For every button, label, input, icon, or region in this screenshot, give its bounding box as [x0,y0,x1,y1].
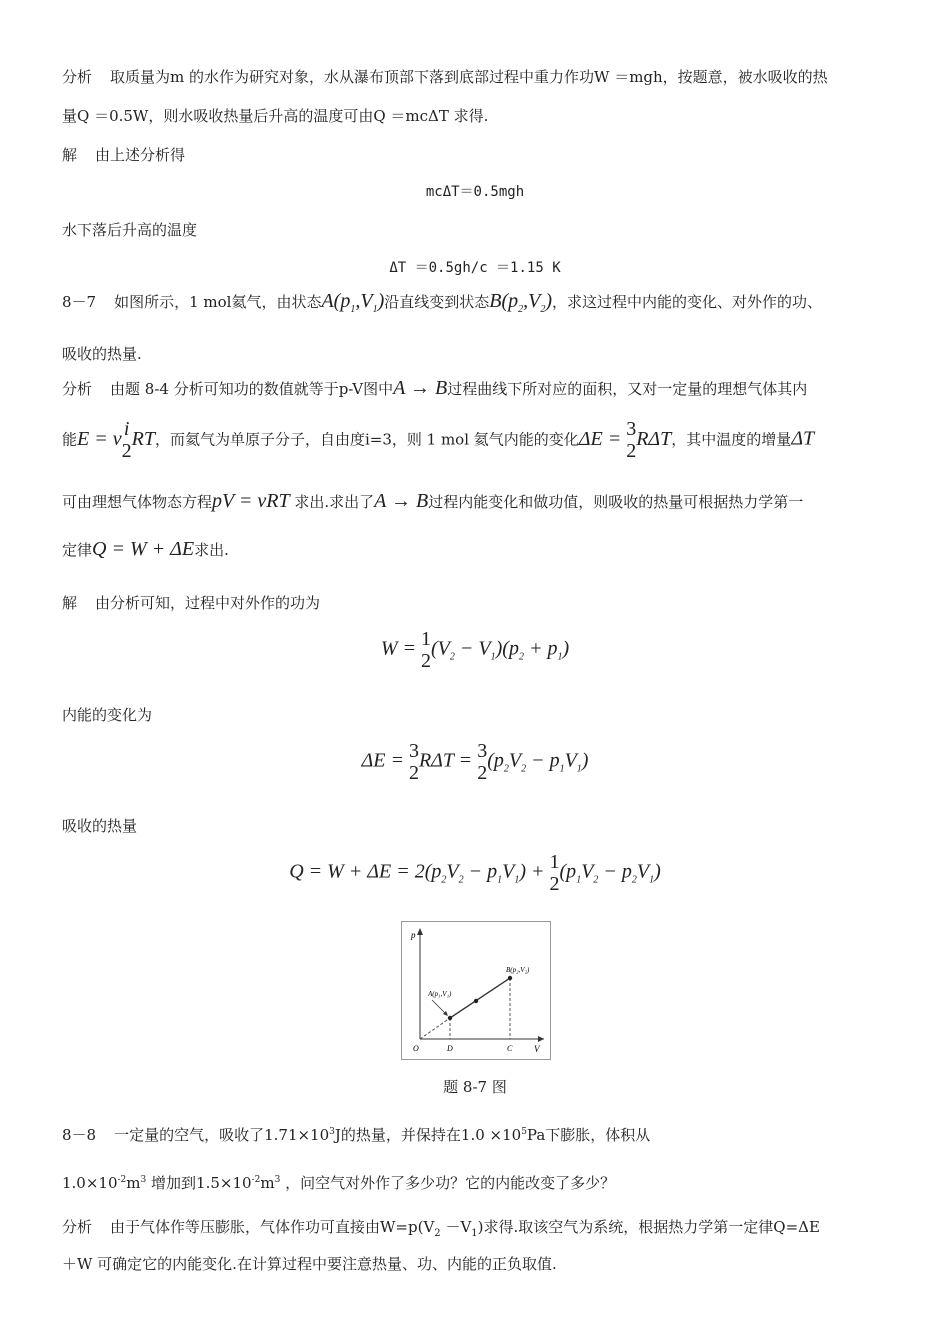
exponent: 3 [329,1127,335,1137]
analysis-label: 分析 [62,1218,93,1236]
internal-energy-formula: E = ν i 2 RT [77,418,155,462]
analysis-8-7-line-3 [62,490,803,513]
delta-e-formula: ΔE = 3 2 RΔT [578,418,672,462]
p-axis-arrow-icon [417,928,423,935]
analysis-8-7-line-4 [62,538,229,561]
exponent: -2 [117,1175,127,1185]
analysis-text-i: 定律 [62,541,93,559]
analysis-8-7-line-1 [62,377,807,400]
problem-8-8-line-1 [62,1124,650,1145]
analysis-8-7-line-2 [62,418,814,462]
unit-m: m [260,1174,275,1192]
a-to-b-math: A → B [393,377,448,399]
point-b-label: B(p₂,V₂) [506,966,530,974]
problem-text-a: 一定量的空气，吸收了1.71×10 [114,1126,330,1144]
equation-heat-balance: mcΔT＝0.5mgh [425,184,525,200]
heat-label: 吸收的热量 [62,817,138,835]
equation-temp-rise: ΔT ＝0.5gh/c ＝1.15 K [389,260,561,276]
analysis-8-8-line-2: ＋W 可确定它的内能变化.在计算过程中要注意热量、功、内能的正负取值. [62,1255,557,1273]
solution-line [62,144,185,165]
analysis-text-c: )求得.取该空气为系统，根据热力学第一定律Q=ΔE [477,1218,820,1236]
tick-c-label: C [507,1044,513,1053]
analysis-text-b: －V [440,1218,472,1236]
tick-d-label: D [447,1044,453,1053]
analysis-text-a: 由于气体作等压膨胀，气体作功可直接由W=p(V [110,1218,435,1236]
process-line [450,978,510,1018]
work-equation: W = 1 2 $(V_2 - V_1)(p_2 + p_1)$ [380,628,570,672]
energy-change-label: 内能的变化为 [62,706,153,724]
problem-text-c: ，求这过程中内能的变化、对外作的功、 [552,293,823,311]
analysis-text-a: 由题 8-4 分析可知功的数值就等于p-V图中 [110,380,394,398]
figure-caption: 题 8-7 图 [443,1078,507,1096]
problem-text-b: 沿直线变到状态 [384,293,490,311]
problem-8-8-line-2 [62,1172,615,1193]
solution-label: 解 [62,146,78,164]
state-b-math: $B(p_2,V_2)$ [489,290,553,315]
exponent: 5 [521,1127,527,1137]
extension-line [420,1018,450,1039]
problem-number: 8－8 [62,1126,97,1144]
point-a-marker [448,1016,452,1020]
exponent: -2 [251,1175,261,1185]
analysis-label: 分析 [62,380,93,398]
problem-text-d: 1.0×10 [62,1174,118,1192]
problem-text-c: Pa下膨胀，体积从 [526,1126,651,1144]
problem-8-7-line-1 [62,290,822,315]
analysis-label: 分析 [62,68,93,86]
origin-label: O [413,1044,419,1053]
analysis-8-8-line-1 [62,1216,820,1239]
analysis-text-j: 求出. [194,541,229,559]
problem-number: 8－7 [62,293,97,311]
problem-text-b: J的热量，并保持在1.0 ×10 [334,1126,522,1144]
problem-text-a: 如图所示，1 mol氦气，由状态 [114,293,322,311]
analysis-text-h: 过程内能变化和做功值，则吸收的热量可根据热力学第一 [428,493,804,511]
v-axis-arrow-icon [538,1036,544,1042]
heat-equation: $Q = W + \Delta E = 2(p_2V_2 - p_1V_1)$ + 1 2 $(p_1V_2 - p_2V_1)$ [289,851,661,895]
solution-label: 解 [62,594,78,612]
pv-diagram-svg [402,922,550,1059]
energy-change-equation: ΔE = 3 2 RΔT = 3 2 $(p_2V_2 - p_1V_1)$ [361,740,589,784]
pv-diagram [401,921,551,1060]
analysis-line-1 [62,66,828,87]
unit-m: m [126,1174,141,1192]
analysis-text-b: 过程曲线下所对应的面积，又对一定量的理想气体其内 [447,380,808,398]
temp-rise-text: 水下落后升高的温度 [62,221,198,239]
analysis-line-2: 量Q ＝0.5W，则水吸收热量后升高的温度可由Q ＝mcΔT 求得. [62,107,489,125]
analysis-text-e: ，其中温度的增量 [671,430,792,449]
point-b-marker [508,976,512,980]
point-a-label: A(p₁,V₁) [428,990,452,998]
first-law-formula: Q = W + ΔE [92,538,195,560]
solution-8-7-line [62,592,320,613]
a-to-b-math-2: A → B [374,490,429,512]
solution-text: 由上述分析得 [95,146,186,164]
analysis-text: 取质量为m 的水作为研究对象，水从瀑布顶部下落到底部过程中重力作功W ＝mgh，按题意，被水吸收的热 [110,68,828,86]
mid-point-marker [474,999,478,1003]
ideal-gas-formula: pV = νRT [212,490,290,512]
exponent: 3 [140,1175,147,1185]
delta-t-symbol: ΔT [791,427,815,450]
subscript: 1 [471,1228,478,1239]
analysis-text-g: 求出.求出了 [294,493,375,511]
analysis-text-c: 能 [62,430,78,449]
subscript: 2 [434,1228,441,1239]
axis-v-label: V [534,1044,540,1054]
analysis-text-f: 可由理想气体物态方程 [62,493,213,511]
state-a-math: $A(p_1,V_1)$ [321,290,385,315]
exponent: 3 [274,1175,281,1185]
problem-text-f: ，问空气对外作了多少功？它的内能改变了多少？ [280,1174,616,1192]
problem-8-7-line-2: 吸收的热量. [62,345,142,363]
axis-p-label: p [411,930,416,940]
solution-text: 由分析可知，过程中对外作的功为 [95,594,321,612]
problem-text-e: 增加到1.5×10 [146,1174,252,1192]
analysis-text-d: ，而氦气为单原子分子，自由度i=3，则 1 mol 氦气内能的变化 [154,430,579,449]
